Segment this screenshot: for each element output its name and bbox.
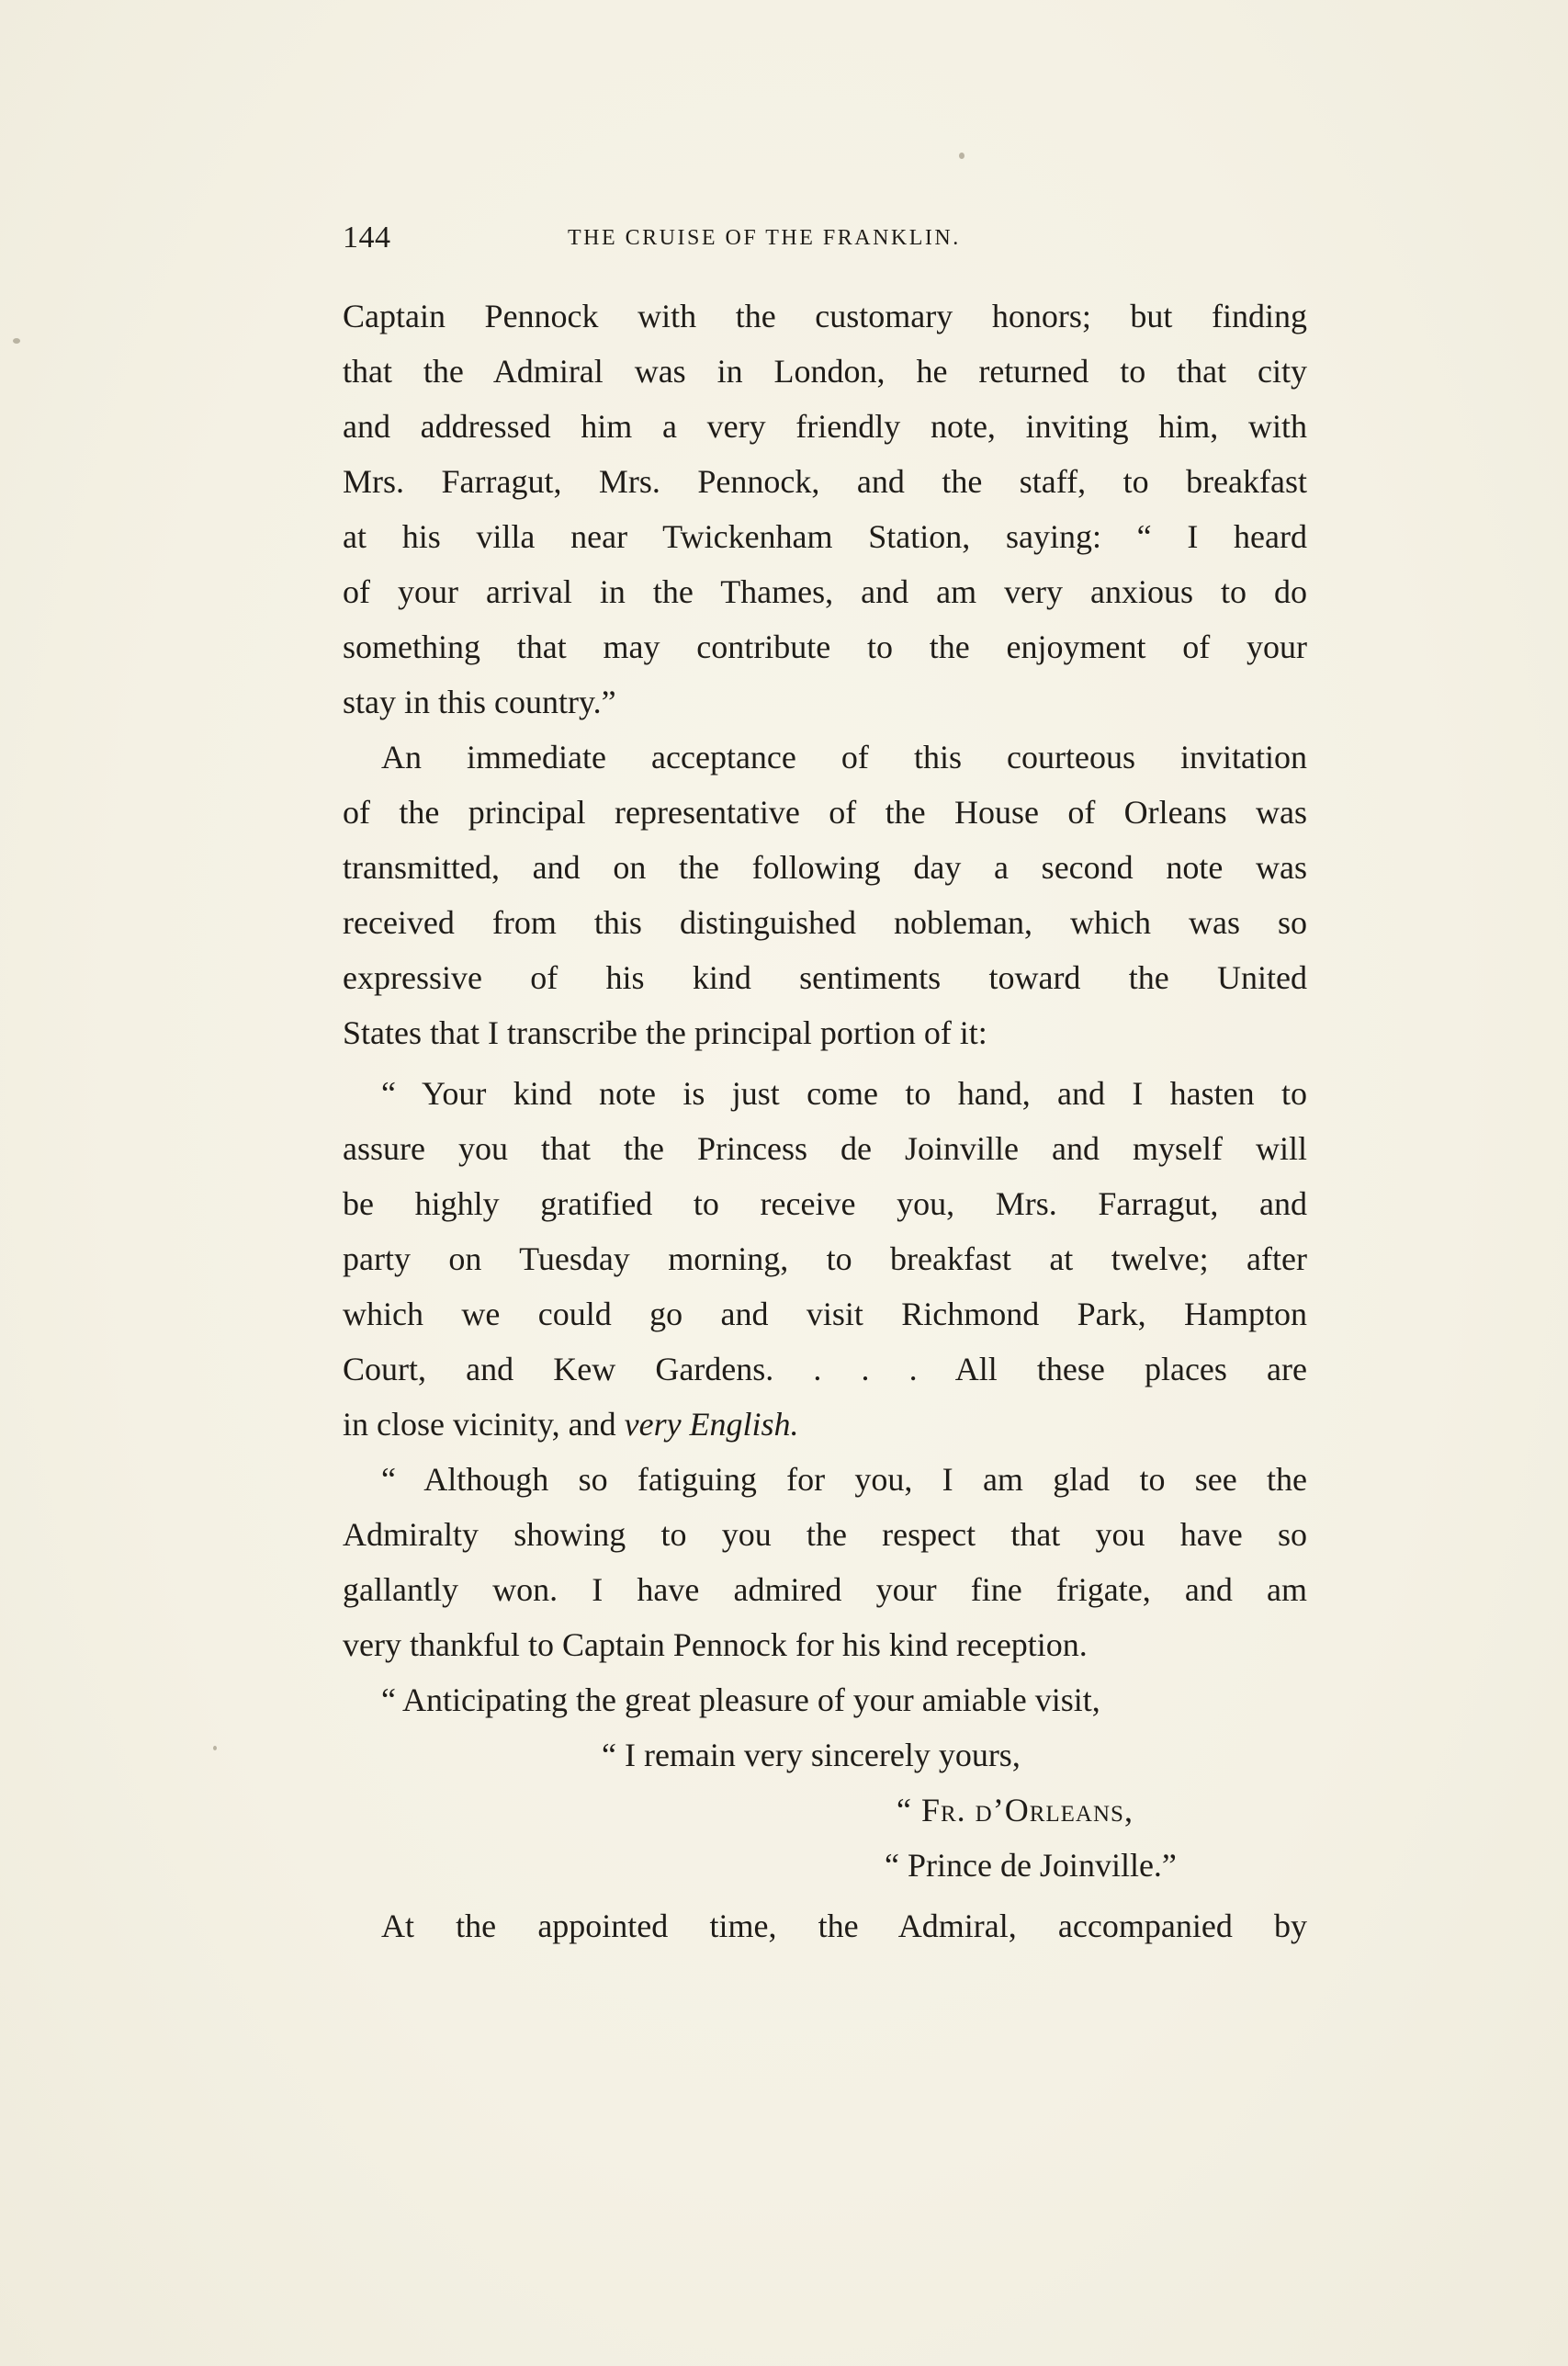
text-line: “ Your kind note is just come to hand, and I hasten to (381, 1075, 1307, 1112)
emphasis-text: very English. (624, 1406, 799, 1443)
text-line: very thankful to Captain Pennock for his kind reception. (343, 1626, 1088, 1663)
letter-signature-title: “ Prince de Joinville.” (885, 1847, 1177, 1884)
text-line: received from this distinguished nobleman, which was so (343, 904, 1307, 941)
running-head: THE CRUISE OF THE FRANKLIN. (568, 226, 961, 250)
text-line: “ Although so fatiguing for you, I am glad to see the (381, 1461, 1307, 1498)
text-line: of the principal representative of the House of Orleans was (343, 794, 1307, 831)
paper-speck (213, 1746, 217, 1750)
letter-closing: “ I remain very sincerely yours, (602, 1737, 1021, 1773)
text-line: transmitted, and on the following day a second note was (343, 849, 1307, 886)
text-line: expressive of his kind sentiments toward the United (343, 959, 1307, 996)
text-line: stay in this country.” (343, 684, 616, 720)
text-line: of your arrival in the Thames, and am very anxious to do (343, 573, 1307, 610)
page-header (343, 221, 1307, 257)
text-line: At the appointed time, the Admiral, accompanied by (381, 1908, 1307, 1944)
text-line: which we could go and visit Richmond Park, Hampton (343, 1296, 1307, 1332)
text-line: that the Admiral was in London, he returned to that city (343, 353, 1307, 390)
text-line: assure you that the Princess de Joinville and myself will (343, 1130, 1307, 1167)
text-line-with-emphasis (343, 1397, 1307, 1452)
text-line: Court, and Kew Gardens. . . . All these places are (343, 1351, 1307, 1387)
text-line: Admiralty showing to you the respect that you have so (343, 1516, 1307, 1553)
text-line: and addressed him a very friendly note, inviting him, with (343, 408, 1307, 445)
text-line: party on Tuesday morning, to breakfast at twelve; after (343, 1240, 1307, 1277)
text-line: Mrs. Farragut, Mrs. Pennock, and the staff, to breakfast (343, 463, 1307, 500)
letter-signature: “ Fr. d’Orleans, (897, 1792, 1134, 1828)
text-line: be highly gratified to receive you, Mrs. Farragut, and (343, 1185, 1307, 1222)
text-line: An immediate acceptance of this courteous invitation (381, 739, 1307, 775)
text-line: “ Anticipating the great pleasure of your amiable visit, (381, 1681, 1100, 1718)
body-text (343, 289, 1307, 1953)
text-line: something that may contribute to the enjoyment of your (343, 628, 1307, 665)
text-line: States that I transcribe the principal portion of it: (343, 1014, 987, 1051)
text-segment: in close vicinity, and (343, 1406, 616, 1443)
page-number: 144 (343, 221, 391, 255)
text-line: Captain Pennock with the customary honors; but finding (343, 298, 1307, 334)
text-line: gallantly won. I have admired your fine frigate, and am (343, 1571, 1307, 1608)
paper-speck (959, 153, 964, 159)
paper-speck (13, 338, 20, 344)
text-line: at his villa near Twickenham Station, saying: “ I heard (343, 518, 1307, 555)
